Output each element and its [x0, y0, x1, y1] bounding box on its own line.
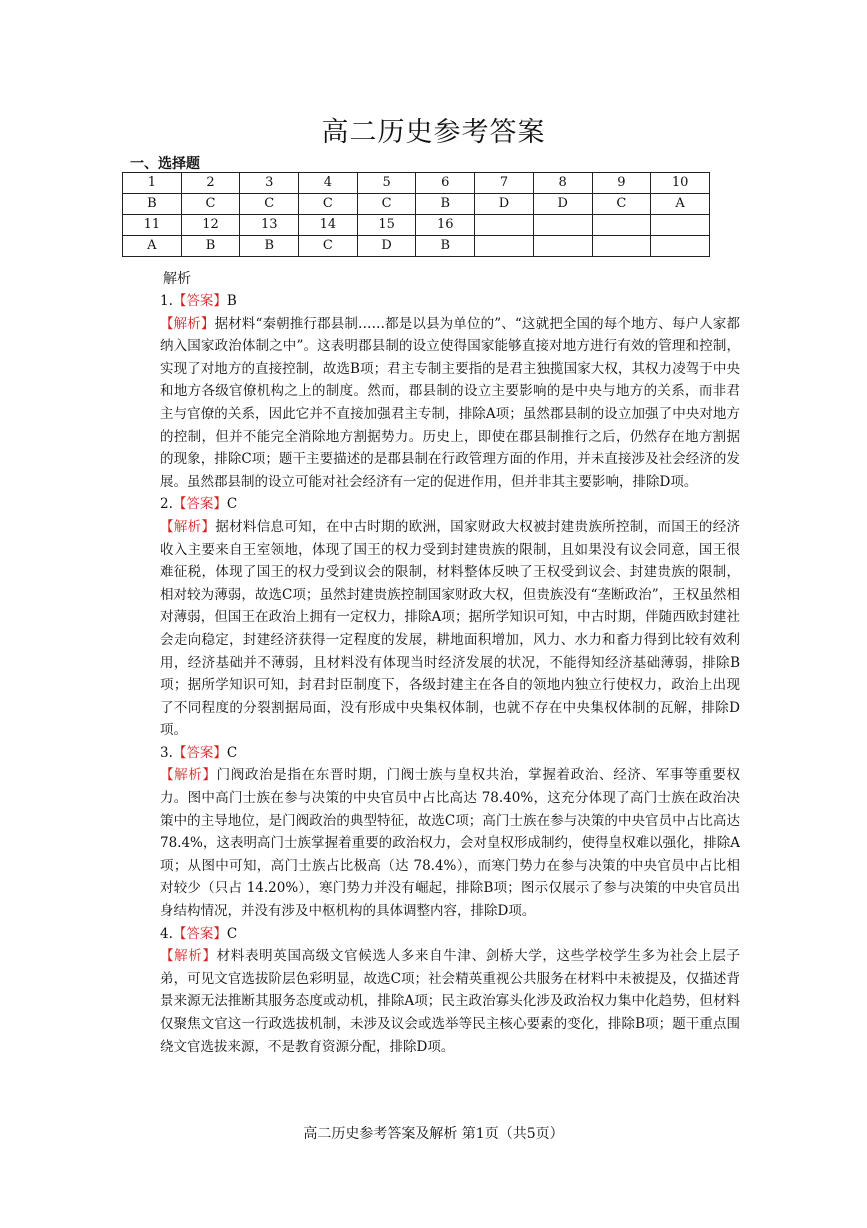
table-cell: C: [592, 194, 651, 215]
table-cell: B: [181, 236, 240, 257]
analysis-body: [160, 290, 740, 1058]
table-cell: 1: [123, 173, 182, 194]
table-cell: 12: [181, 215, 240, 236]
analysis-heading: 解析: [163, 271, 191, 287]
table-cell: 3: [240, 173, 299, 194]
item-2-answer-line: 2.【答案】C: [160, 496, 238, 513]
table-cell: [533, 236, 592, 257]
table-cell: B: [416, 236, 475, 257]
table-cell: [651, 215, 710, 236]
table-cell: 6: [416, 173, 475, 194]
table-cell: 10: [651, 173, 710, 194]
table-cell: 13: [240, 215, 299, 236]
item-1-analysis: 【解析】据材料“秦朝推行郡县制……都是以县为单位的”、“这就把全国的每个地方、每户人家都纳入国家政治体制之中”。这表明郡县制的设立使得国家能够直接对地方进行有效的管理和控制，实现了对地方的直接控制，故选B项；君主专制主要指的是君主独揽国家大权，其权力凌驾于中央和地方各级官僚机构之上的制度。然而，郡县制的设立主要影响的是中央与地方的关系，而非君主与官僚的关系，因此它并不直接加强君主专制，排除A项；虽然郡县制的设立加强了中央对地方的控制，但并不能完全消除地方割据势力。历史上，即使在郡县制推行之后，仍然存在地方割据的现象，排除C项；题干主要描述的是郡县制在行政管理方面的作用，并未直接涉及社会经济的发展。虽然郡县制的设立可能对社会经济有一定的促进作用，但并非其主要影响，排除D项。: [160, 315, 740, 490]
table-cell: D: [533, 194, 592, 215]
table-cell: [475, 215, 534, 236]
table-cell: 14: [299, 215, 358, 236]
table-cell: C: [181, 194, 240, 215]
item-4-answer-line: 4.【答案】C: [160, 925, 238, 942]
item-1-answer-line: 1.【答案】B: [160, 293, 237, 309]
table-cell: C: [299, 194, 358, 215]
table-cell: 11: [123, 215, 182, 236]
table-cell: 8: [533, 173, 592, 194]
table-cell: [533, 215, 592, 236]
table-cell: 9: [592, 173, 651, 194]
table-cell: 7: [475, 173, 534, 194]
item-3-analysis: 【解析】门阀政治是指在东晋时期，门阀士族与皇权共治，掌握着政治、经济、军事等重要权力。图中高门士族在参与决策的中央官员中占比高达 78.40%，这充分体现了高门士族在政治决策中的主导地位，是门阀政治的典型特征，故选C项；高门士族在参与决策的中央官员中占比高达78.4%，这表明高门士族掌握着重要的政治权力，会对皇权形成制约，使得皇权难以强化，排除A项；从图中可知，高门士族占比极高（达 78.4%），而寒门势力在参与决策的中央官员中占比相对较少（只占 14.20%），寒门势力并没有崛起，排除B项；图示仅展示了参与决策的中央官员出身结构情况，并没有涉及中枢机构的具体调整内容，排除D项。: [160, 767, 741, 920]
table-row: [123, 215, 710, 236]
page-title: 高二历史参考答案: [321, 117, 546, 148]
table-cell: A: [123, 236, 182, 257]
table-cell: [592, 215, 651, 236]
table-cell: D: [475, 194, 534, 215]
table-cell: B: [416, 194, 475, 215]
item-3-answer-line: 3.【答案】C: [160, 744, 238, 761]
table-cell: 5: [357, 173, 416, 194]
table-row: [123, 173, 710, 194]
table-cell: [592, 236, 651, 257]
table-cell: C: [299, 236, 358, 257]
table-cell: 4: [299, 173, 358, 194]
table-cell: D: [357, 236, 416, 257]
table-cell: [475, 236, 534, 257]
table-cell: 15: [357, 215, 416, 236]
table-cell: B: [240, 236, 299, 257]
table-row: [123, 236, 710, 257]
section-title: 一、选择题: [130, 156, 200, 172]
table-cell: [651, 236, 710, 257]
page-footer: 高二历史参考答案及解析 第1页（共5页）: [303, 1126, 564, 1142]
item-2-analysis: 【解析】据材料信息可知，在中古时期的欧洲，国家财政大权被封建贵族所控制，而国王的经济收入主要来自王室领地，体现了国王的权力受到封建贵族的限制，且如果没有议会同意，国王很难征税，体现了国王的权力受到议会的限制，材料整体反映了王权受到议会、封建贵族的限制，相对较为薄弱，故选C项；虽然封建贵族控制国家财政大权，但贵族没有“垄断政治”，王权虽然相对薄弱，但国王在政治上拥有一定权力，排除A项；据所学知识可知，中古时期，伴随西欧封建社会走向稳定，封建经济获得一定程度的发展，耕地面积增加，风力、水力和畜力得到比较有效利用，经济基础并不薄弱，且材料没有体现当时经济发展的状况，不能得知经济基础薄弱，排除B项；据所学知识可知，封君封臣制度下，各级封建主在各自的领地内独立行使权力，政治上出现了不同程度的分裂割据局面，没有形成中央集权体制，也就不存在中央集权体制的瓦解，排除D项。: [160, 518, 741, 739]
answer-table: [122, 172, 710, 257]
item-4-analysis: 【解析】材料表明英国高级文官候选人多来自牛津、剑桥大学，这些学校学生多为社会上层子弟，可见文官选拔阶层色彩明显，故选C项；社会精英重视公共服务在材料中未被提及，仅描述背景来源无法推断其服务态度或动机，排除A项；民主政治寡头化涉及政治权力集中化趋势，但材料仅聚焦文官这一行政选拔机制，未涉及议会或选举等民主核心要素的变化，排除B项；题干重点围绕文官选拔来源，不是教育资源分配，排除D项。: [160, 948, 741, 1055]
table-cell: C: [240, 194, 299, 215]
table-cell: C: [357, 194, 416, 215]
table-cell: A: [651, 194, 710, 215]
table-cell: B: [123, 194, 182, 215]
table-row: [123, 194, 710, 215]
table-cell: 2: [181, 173, 240, 194]
table-cell: 16: [416, 215, 475, 236]
